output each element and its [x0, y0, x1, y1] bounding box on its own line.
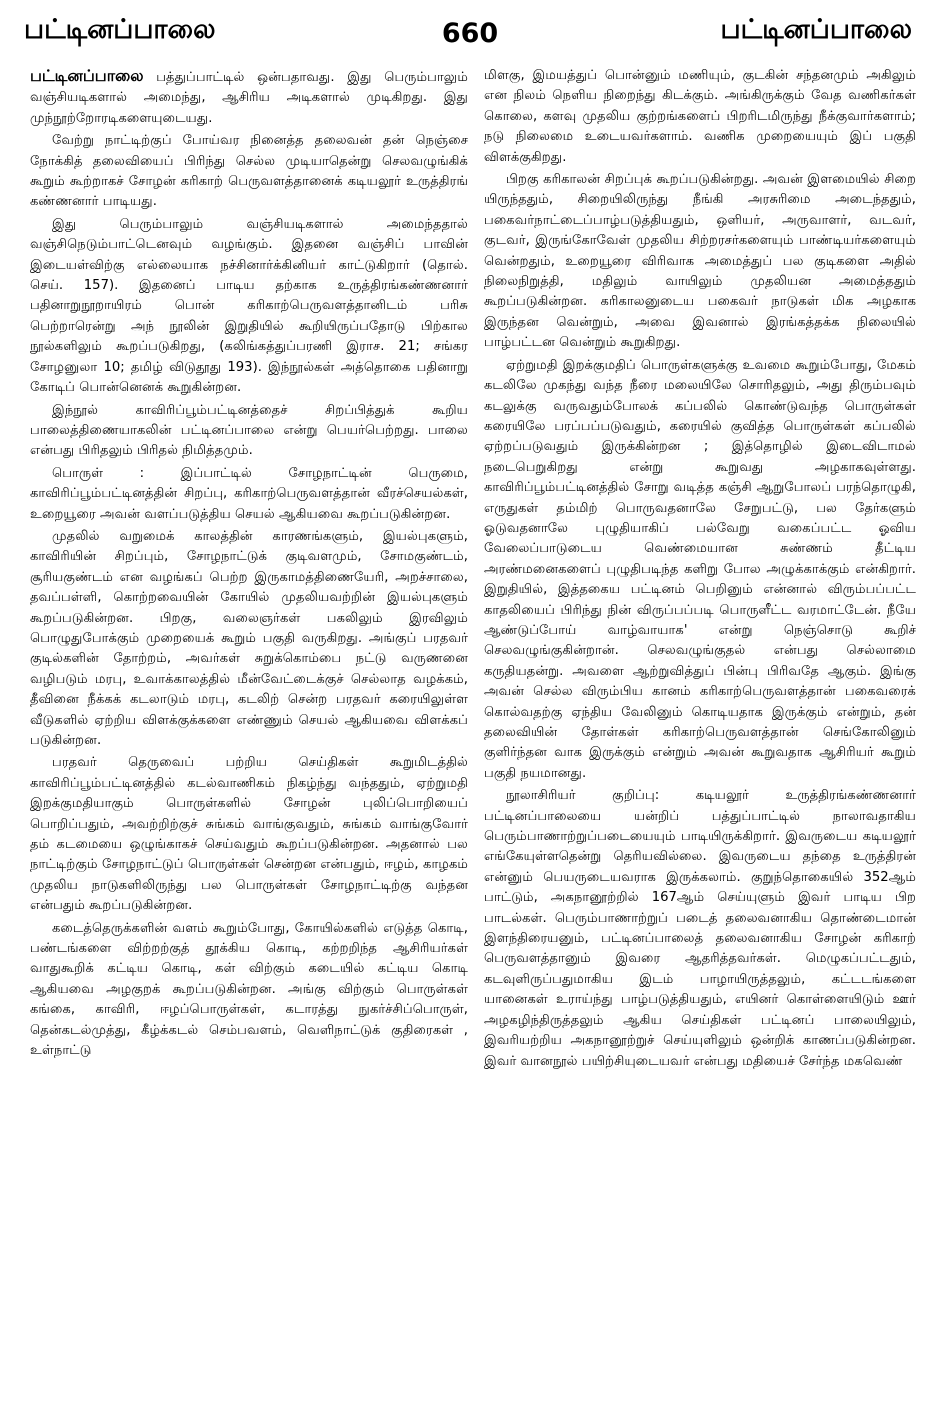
running-head-right: பட்டினப்பாலை: [720, 14, 912, 45]
paragraph: நூலாசிரியர் குறிப்பு: கடியலூர் உருத்திரங்கண்ணனார் பட்டினப்பாலையை யன்றிப் பத்துப்பாட்டில் நாலாவதாகிய பெரும்பாணாற்றுப்படையையும் பாடியிருக்கிறார். இவருடைய கடியலூர் எங்கேயுள்ளதென்று தெரியவில்லை. இவருடைய தந்தை உருத்திரன் என்னும் பெயருடையவராக இருக்கலாம். குறுந்தொகையில் 352ஆம் பாட்டும், அகநானூற்றில் 167ஆம் செய்யுளும் இவர் பாடிய பிற பாடல்கள். பெரும்பாணாற்றுப் படைத் தலைவனாகிய தொண்டைமான் இளந்திரையனும், பட்டினப்பாலைத் தலைவனாகிய சோழன் கரிகாற் பெருவளத்தானும் இவரை ஆதரித்தவர்கள். மெழுகப்பட்டதும், கடவுளிருப்பதுமாகிய இடம் பாழாயிருத்தலும், கட்டடங்களை யானைகள் உராய்ந்து பாழ்படுத்தியதும், எயினர் கொள்ளையிடும் ஊர் அழகழிந்திருத்தலும் ஆகிய செய்திகள் பட்டினப் பாலையிலும், இவரியற்றிய அகநானூற்றுச் செய்யுளிலும் ஒன்றிக் காணப்படுகின்றன. இவர் வானநூல் பயிற்சியுடையவர் என்பது மதியைச் சேர்ந்த மகவெண்: [484, 788, 916, 1069]
page-number: 660: [441, 18, 499, 49]
right-column: [484, 66, 916, 1416]
paragraph: பொருள் : இப்பாட்டில் சோழநாட்டின் பெருமை, காவிரிப்பூம்பட்டினத்தின் சிறப்பு, கரிகாற்பெருவளத்தான் வீரச்செயல்கள், உறையூரை அவன் வளப்படுத்திய செயல் ஆகியவை கூறப்படுகின்றன.: [30, 465, 468, 522]
left-column: [30, 66, 468, 1416]
intro-paragraph: [30, 66, 468, 129]
paragraph: பரதவர் தெருவைப் பற்றிய செய்திகள் கூறுமிடத்தில் காவிரிப்பூம்பட்டினத்தில் கடல்வாணிகம் நிகழ்ந்து வந்ததும், ஏற்றுமதி இறக்குமதியாகும் பொருள்களில் சோழன் புலிப்பொறியைப் பொறிப்பதும், அவற்றிற்குச் சுங்கம் வாங்குவதும், சுங்கம் வாங்குவோர் தம் கடமையை ஒழுங்காகச் செய்வதும் கூறப்படுகின்றன. அதனால் பல நாட்டிற்கும் சோழநாட்டுப் பொருள்கள் சென்றன என்பதும், ஈழம், காழகம் முதலிய நாடுகளிலிருந்து பல பொருள்கள் சோழநாட்டிற்கு வந்தன என்பதும் கூறப்படுகின்றன.: [30, 755, 468, 914]
paragraph: வேற்று நாட்டிற்குப் போய்வர நினைத்த தலைவன் தன் நெஞ்சை நோக்கித் தலைவியைப் பிரிந்து செல்ல முடியாதென்று செலவழுங்கிக் கூறும் கூற்றாகச் சோழன் கரிகாற் பெருவளத்தானைக் கடியலூர் உருத்திரங் கண்ணனார் பாடியது.: [30, 133, 468, 210]
paragraph: முதலில் வறுமைக் காலத்தின் காரணங்களும், இயல்புகளும், காவிரியின் சிறப்பும், சோழநாட்டுக் குடிவளமும், சோமகுண்டம், சூரியகுண்டம் என வழங்கப் பெற்ற இருகாமத்திணையேரி, அறச்சாலை, தவப்பள்ளி, கொற்றவையின் கோயில் முதலியவற்றின் இயல்புகளும் கூறப்படுகின்றன. பிறகு, வலைஞர்கள் பகலிலும் இரவிலும் பொழுதுபோக்கும் முறையைக் கூறும் பகுதி வருகிறது. அங்குப் பரதவர் குடில்களின் தோற்றம், அவர்கள் சுறுக்கொம்பை நட்டு வருணனை வழிபடும் மரபு, உவாக்காலத்தில் மீன்வேட்டைக்குச் செல்லாத வழக்கம், தீவினை நீக்கக் கடலாடும் மரபு, கடலிற் சென்ற பரதவர் கரையிலுள்ள வீடுகளில் ஏற்றிய விளக்குக்களை எண்ணும் செயல் ஆகியவை விளக்கப் படுகின்றன.: [30, 528, 468, 748]
paragraph: இந்நூல் காவிரிப்பூம்பட்டினத்தைச் சிறப்பித்துக் கூறிய பாலைத்திணையாகலின் பட்டினப்பாலை என்று பெயர்பெற்றது. பாலை என்பது பிரிதலும் பிரிதல் நிமித்தமும்.: [30, 402, 468, 459]
running-head-left: பட்டினப்பாலை: [24, 14, 216, 45]
paragraph: பிறகு கரிகாலன் சிறப்புக் கூறப்படுகின்றது. அவன் இளமையில் சிறை யிருந்ததும், சிறையிலிருந்து நீங்கி அரசுரிமை அடைந்ததும், பகைவர்நாட்டைப்பாழ்படுத்தியதும், ஒளியர், அருவாளர், வடவர், குடவர், இருங்கோவேள் முதலிய சிற்றரசர்களையும் பாண்டியர்களையும் வென்றதும், உறையூரை விரிவாக அமைத்துப் பல குடிகளை அதில் நிலைநிறுத்தி, மதிலும் வாயிலும் முதலியன அமைத்ததும் கூறப்படுகின்றன. கரிகாலனுடைய பகைவர் நாடுகள் மிக அழகாக இருந்தன வென்றும், அவை இவனால் இரங்கத்தக்க நிலையில் பாழ்பட்டன வென்றும் கூறுகிறது.: [484, 172, 916, 351]
paragraph: மிளகு, இமயத்துப் பொன்னும் மணியும், குடகின் சந்தனமும் அகிலும் என நிலம் நெளிய நிறைந்து கிடக்கும். அங்கிருக்கும் வேத வணிகர்கள் கொலை, களவு முதலிய குற்றங்களைப் பிறரிடமிருந்து நீக்குவார்களாம்; நடு நிலைமை உடையவர்களாம். வணிக முறையையும் இப் பகுதி விளக்குகிறது.: [484, 68, 916, 165]
page-header: [0, 0, 940, 60]
intro-text: பத்துப்பாட்டில் ஒன்பதாவது. இது பெரும்பாலும் வஞ்சியடிகளால் அமைந்து, ஆசிரிய அடிகளால் முடிகிறது. இது முந்நூற்றோரடிகளையுடையது.: [30, 70, 468, 126]
paragraph: கடைத்தெருக்களின் வளம் கூறும்போது, கோயில்களில் எடுத்த கொடி, பண்டங்களை விற்றற்குத் தூக்கிய கொடி, கற்றறிந்த ஆசிரியர்கள் வாதுகூறிக் கட்டிய கொடி, கள் விற்கும் கடையில் கட்டிய கொடி ஆகியவை அழகுறக் கூறப்படுகின்றன. அங்கு விற்கும் பொருள்கள் கங்கை, காவிரி, ஈழப்பொருள்கள், கடாரத்து நுகர்ச்சிப்பொருள், தென்கடல்முத்து, கீழ்க்கடல் செம்பவளம், வெளிநாட்டுக் குதிரைகள் , உள்நாட்டு: [30, 920, 468, 1059]
paragraph: இது பெரும்பாலும் வஞ்சியடிகளால் அமைந்ததால் வஞ்சிநெடும்பாட்டெனவும் வழங்கும். இதனை வஞ்சிப் பாவின் இடையள்விற்கு எல்லையாக நச்சினார்க்கினியர் காட்டுகிறார் (தொல். செய். 157). இதனைப் பாடிய தற்காக உருத்திரங்கண்ணனார் பதினாறுநூறாயிரம் பொன் கரிகாற்பெருவளத்தானிடம் பரிசு பெற்றாரென்று அந் நூலின் இறுதியில் கூறியிருப்பதோடு பிற்கால நூல்களிலும் கூறப்படுகிறது, (கலிங்கத்துப்பரணி இராச. 21; சங்கர சோழனுலா 10; தமிழ் விடுதூது 193). இந்நூல்கள் அத்தொகை பதினாறு கோடிப் பொன்னெனக் கூறுகின்றன.: [30, 216, 468, 396]
entry-headword: பட்டினப்பாலை: [30, 66, 144, 85]
paragraph: ஏற்றுமதி இறக்குமதிப் பொருள்களுக்கு உவமை கூறும்போது, மேகம் கடலிலே முகந்து வந்த நீரை மலையிலே சொரிதலும், அது திரும்பவும் கடலுக்கு வருவதும்போலக் கப்பலில் கொண்டுவந்த பொருள்கள் கரையிலே பரப்பப்படுவதும், கரையில் குவித்த பொருள்கள் கப்பலில் ஏற்றப்படுவதும் இருக்கின்றன ; இத்தொழில் இடைவிடாமல் நடைபெறுகிறது என்று கூறுவது அழகாகவுள்ளது. காவிரிப்பூம்பட்டினத்தில் சோறு வடித்த கஞ்சி ஆறுபோலப் பரந்தொழுகி, எருதுகள் தம்மிற் பொருவதனாலே சேறுபட்டு, பல தேர்களும் ஓடுவதனாலே புழுதியாகிப் பல்வேறு வகைப்பட்ட ஓவிய வேலைப்பாடுடைய வெண்மையான சுண்ணம் தீட்டிய அரண்மனைகளைப் புழுதிபடிந்த களிறு போல அழுக்காக்கும் என்கிறார். இறுதியில், இத்தகைய பட்டினம் பெறினும் என்னால் விரும்பப்பட்ட காதலியைப் பிரிந்து நின் விருப்பப்படி பொருளீட்ட வரமாட்டேன். நீயே ஆண்டுப்போய் வாழ்வாயாக' என்று நெஞ்சொடு கூறிச் செலவழுங்குகின்றான். செலவழுங்குதல் என்பது செல்லாமை கருதியதன்று. அவளை ஆற்றுவித்துப் பின்பு பிரிவதே ஆகும். இங்கு அவன் செல்ல விரும்பிய கானம் கரிகாற்பெருவளத்தான் பகைவரைக் கொல்வதற்கு ஏந்திய வேலினும் கொடியதாக இருக்கும் என்றும், தன் தலைவியின் தோள்கள் கரிகாற்பெருவளத்தான் செங்கோலினும் குளிர்ந்தன வாக இருக்கும் என்றும் அவன் கூறுவதாக ஆசிரியர் கூறும் பகுதி நயமானது.: [484, 357, 916, 781]
